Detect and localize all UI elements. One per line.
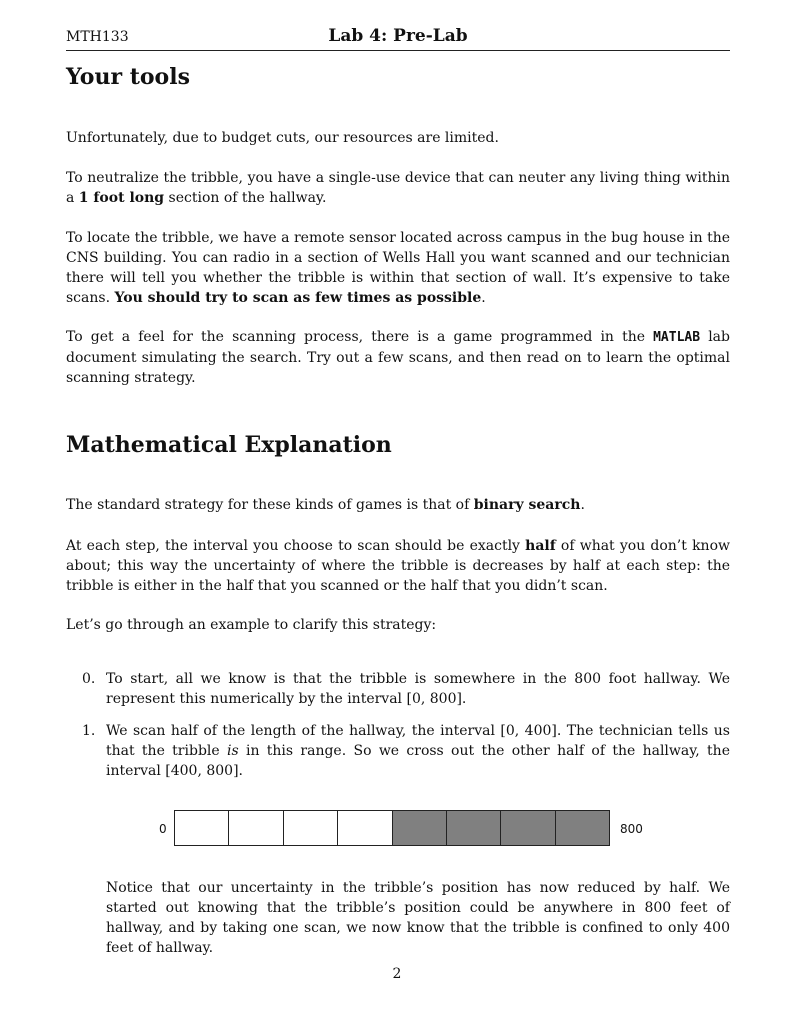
code-text: MATLAB [653, 330, 701, 345]
section-heading-tools: Your tools [66, 64, 190, 90]
math-paragraph-1 [66, 495, 730, 515]
diagram-label-end: 800 [620, 822, 643, 836]
text-span: To get a feel for the scanning process, there is a game programmed in the [66, 329, 654, 345]
text-span: in this range. So we cross out the other half of the hallway, the interval [400, 800]. [106, 743, 730, 779]
text-span: The standard strategy for these kinds of games is that of [66, 497, 474, 513]
text-span: of what you don’t know about; this way the uncertainty of where the tribble is decreases by half at each step: the tribble is either in the half that you scanned or the half that you didn’t scan. [66, 538, 730, 594]
bold-text: You should try to scan as few times as possible [114, 290, 482, 306]
list-number: 0. [82, 671, 96, 687]
hallway-segment-crossed [393, 811, 447, 845]
text-span: lab document simulating the search. Try out a few scans, and then read on to learn the optimal scanning strategy. [66, 329, 730, 386]
tools-paragraph-3 [66, 228, 730, 308]
text-span: . [481, 290, 486, 306]
list-item-1 [82, 721, 730, 781]
hallway-segment [229, 811, 283, 845]
text-span: To neutralize the tribble, you have a single-use device that can neuter any living thing within a [66, 170, 730, 206]
math-paragraph-4: Notice that our uncertainty in the tribble’s position has now reduced by half. We started out knowing that the tribble’s position could be anywhere in 800 feet of hallway, and by taking one scan, we now know that the tribble is confined to only 400 feet of hallway. [106, 880, 730, 956]
tools-paragraph-2 [66, 168, 730, 208]
text-span: We scan half of the length of the hallway, the interval [0, 400]. The technician tells us that the tribble [106, 723, 730, 759]
text-span: . [580, 497, 585, 513]
math-paragraph-3: Let’s go through an example to clarify this strategy: [66, 617, 437, 633]
bold-text: half [525, 538, 556, 554]
list-text [106, 721, 730, 781]
hallway-diagram [150, 806, 650, 856]
page-title: Lab 4: Pre-Lab [328, 26, 468, 46]
hallway-segment [284, 811, 338, 845]
list-number: 1. [82, 723, 96, 739]
page-header [66, 26, 730, 51]
text-span: At each step, the interval you choose to scan should be exactly [66, 538, 526, 554]
text-span: section of the hallway. [164, 190, 327, 206]
hallway-segment-crossed [447, 811, 501, 845]
hallway-segments [174, 810, 610, 846]
hallway-segment-crossed [501, 811, 555, 845]
text-span: To locate the tribble, we have a remote sensor located across campus in the bug house in the CNS building. You can radio in a section of Wells Hall you want scanned and our technician there will tell you whether the tribble is within that section of wall. It’s expensive to take scans. [66, 230, 730, 306]
section-heading-math: Mathematical Explanation [66, 432, 392, 458]
hallway-segment [338, 811, 392, 845]
page-number: 2 [392, 966, 402, 982]
math-paragraph-2 [66, 536, 730, 596]
hallway-segment-crossed [556, 811, 609, 845]
bold-text: 1 foot long [78, 190, 165, 206]
list-item-0 [82, 669, 730, 709]
course-code: MTH133 [66, 29, 129, 45]
bold-text: binary search [473, 497, 581, 513]
list-text: To start, all we know is that the tribble is somewhere in the 800 foot hallway. We represent this numerically by the interval [0, 800]. [106, 671, 730, 707]
hallway-segment [175, 811, 229, 845]
diagram-label-start: 0 [159, 822, 167, 836]
tools-paragraph-4 [66, 327, 730, 388]
italic-text: is [226, 743, 239, 759]
tools-paragraph-1: Unfortunately, due to budget cuts, our resources are limited. [66, 130, 499, 146]
